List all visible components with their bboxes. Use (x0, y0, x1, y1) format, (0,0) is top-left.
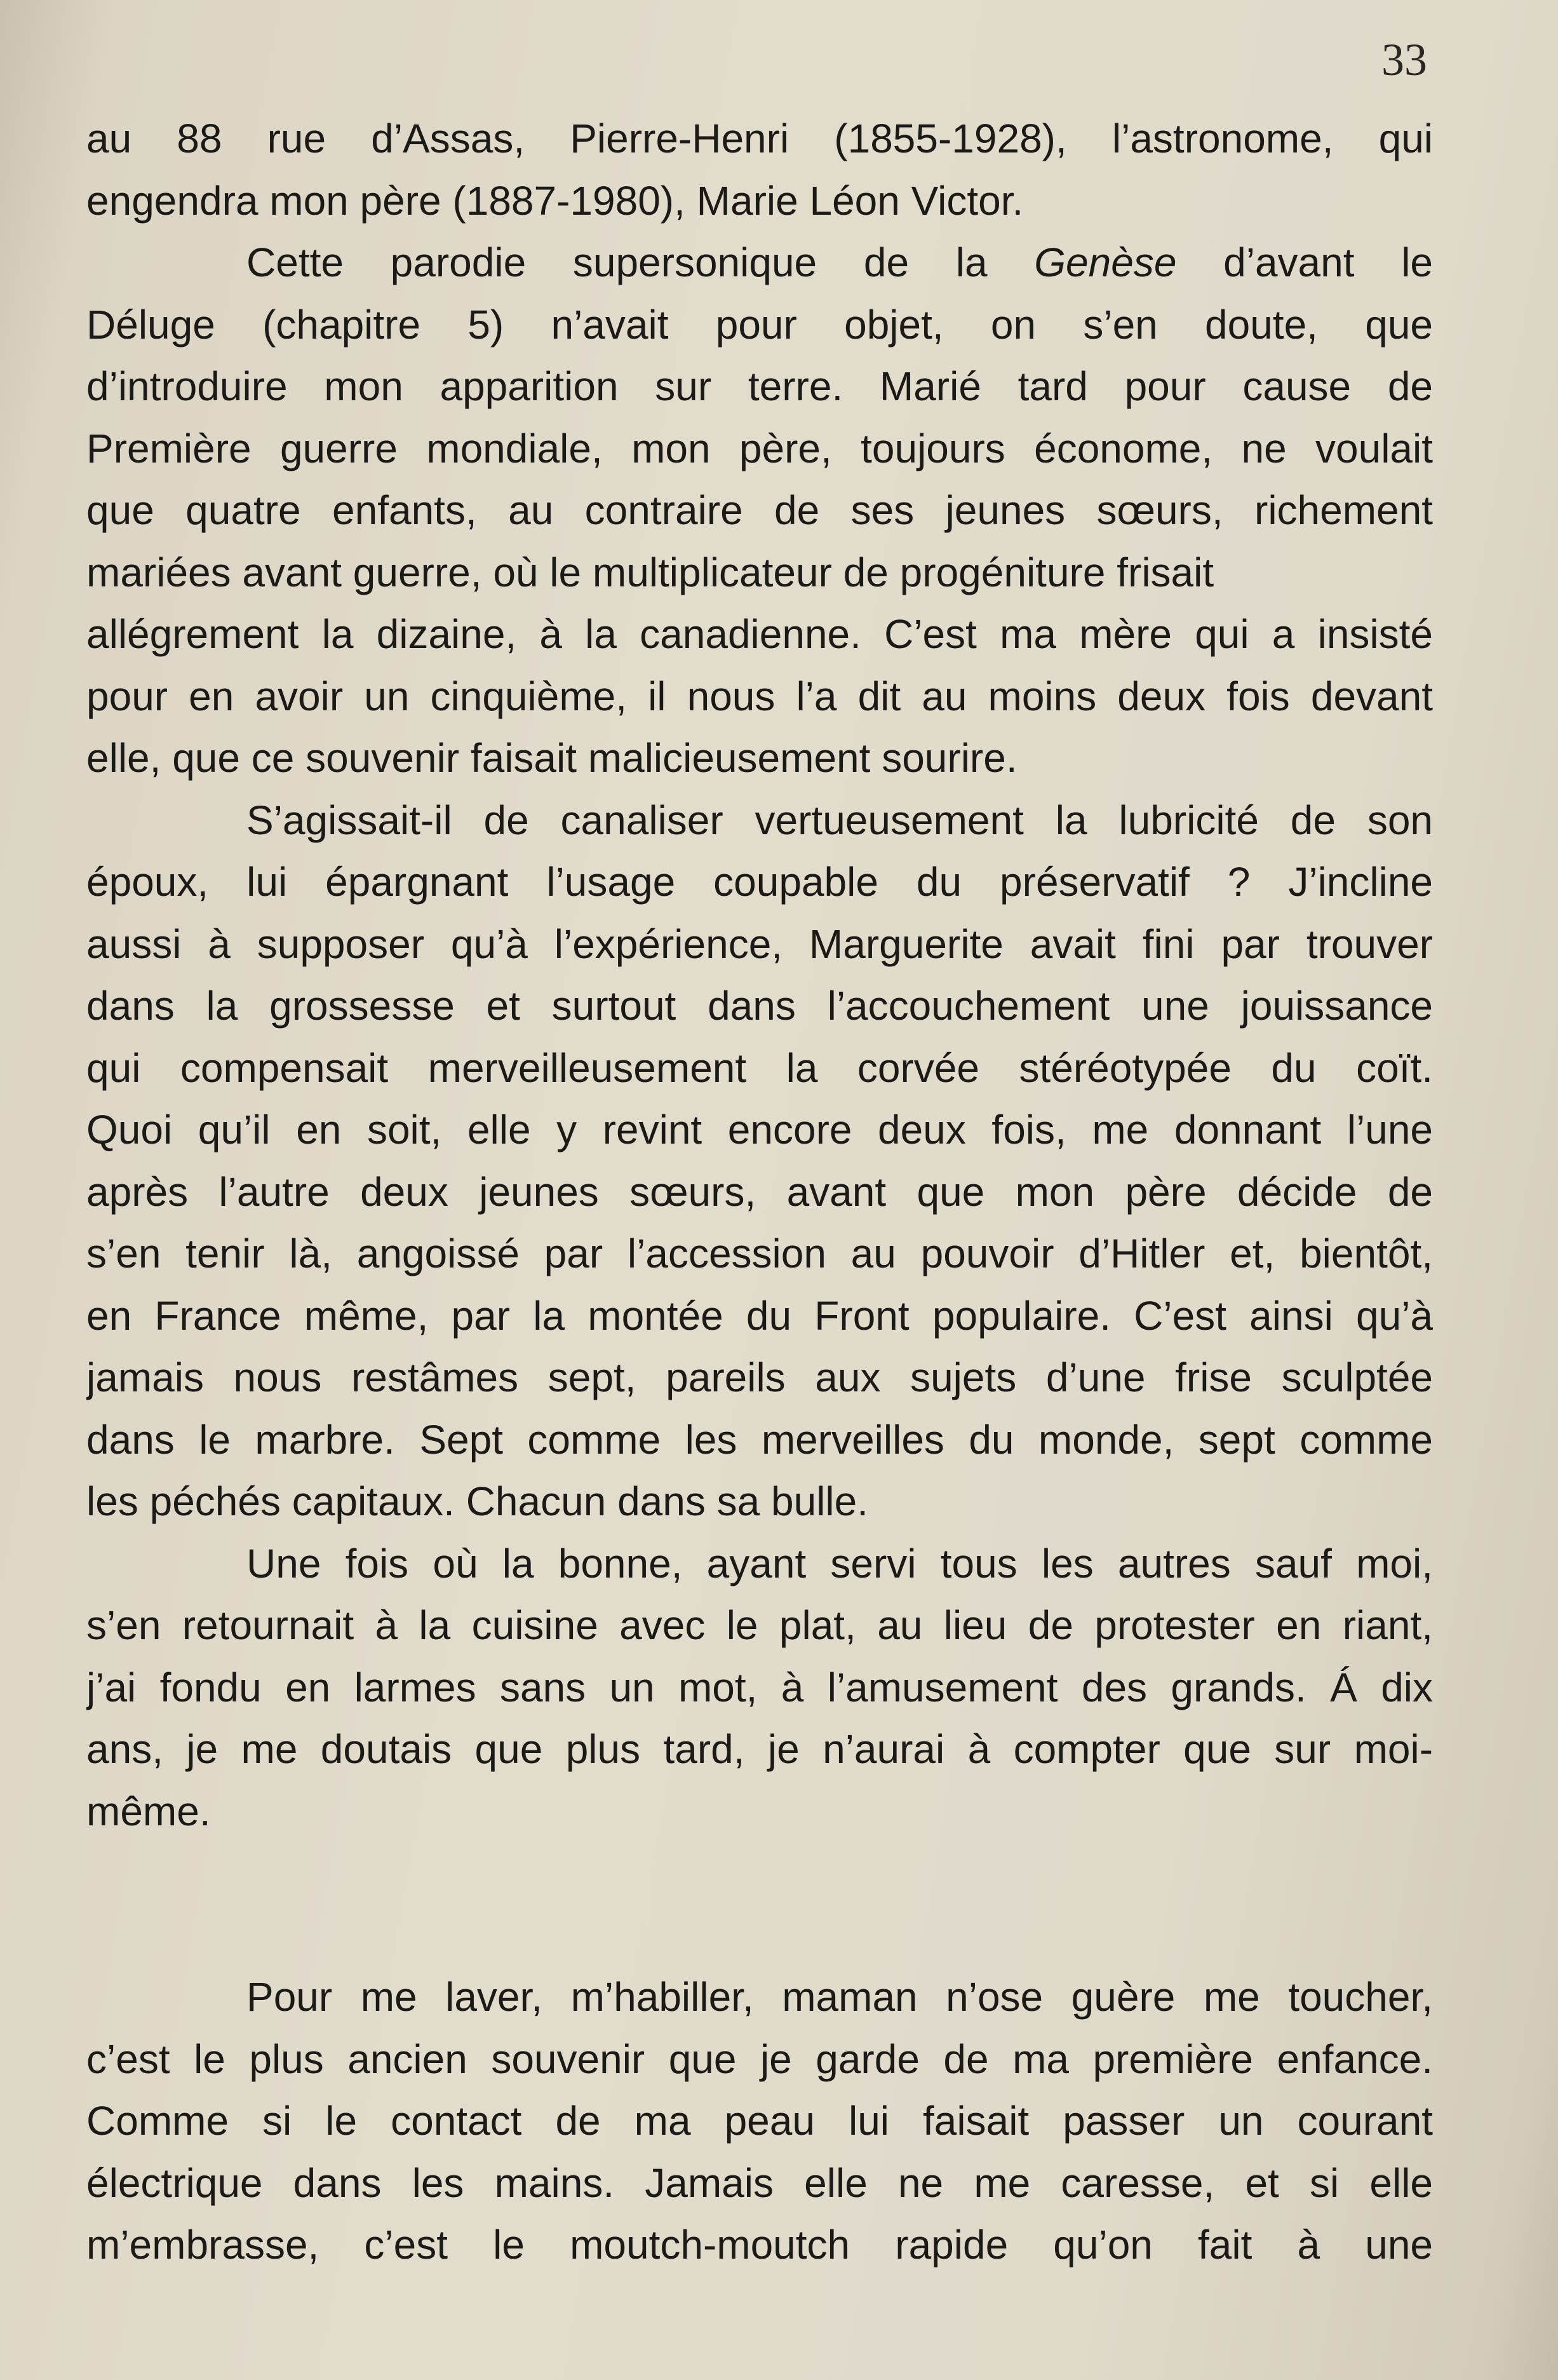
text-line: qui compensait merveilleusement la corvée stéréotypée du coït. (86, 1045, 1433, 1091)
text-line: s’en retournait à la cuisine avec le plat, au lieu de protester en riant, (86, 1602, 1433, 1648)
text-line: elle, que ce souvenir faisait malicieusement sourire. (86, 735, 1017, 781)
page-number: 33 (1381, 34, 1427, 85)
text-line: dans la grossesse et surtout dans l’accouchement une jouissance (86, 983, 1433, 1029)
text-line: Quoi qu’il en soit, elle y revint encore deux fois, me donnant l’une (86, 1107, 1433, 1153)
text-line: que quatre enfants, au contraire de ses jeunes sœurs, richement (86, 487, 1433, 533)
text-line: pour en avoir un cinquième, il nous l’a dit au moins deux fois devant (86, 673, 1433, 719)
text-line: aussi à supposer qu’à l’expérience, Marguerite avait fini par trouver (86, 921, 1433, 967)
text-line: s’en tenir là, angoissé par l’accession au pouvoir d’Hitler et, bientôt, (86, 1231, 1433, 1276)
text-line: allégrement la dizaine, à la canadienne. C’est ma mère qui a insisté (86, 611, 1433, 657)
italic-title: Genèse (1034, 240, 1177, 285)
text-line: d’introduire mon apparition sur terre. Marié tard pour cause de (86, 363, 1433, 409)
text-line: S’agissait-il de canaliser vertueusement la lubricité de son (246, 797, 1433, 843)
text-line: après l’autre deux jeunes sœurs, avant que mon père décide de (86, 1168, 1433, 1215)
text-line: jamais nous restâmes sept, pareils aux sujets d’une frise sculptée (86, 1355, 1433, 1400)
text-line: Comme si le contact de ma peau lui faisait passer un courant (86, 2098, 1433, 2144)
text-line: les péchés capitaux. Chacun dans sa bulle. (86, 1478, 868, 1524)
section-break (86, 1842, 1433, 1966)
text-line: engendra mon père (1887-1980), Marie Léon Victor. (86, 177, 1024, 224)
text-line: électrique dans les mains. Jamais elle ne me caresse, et si elle (86, 2160, 1433, 2206)
text-line: Première guerre mondiale, mon père, toujours économe, ne voulait (86, 425, 1433, 471)
text-line: c’est le plus ancien souvenir que je garde de ma première enfance. (86, 2036, 1433, 2082)
text-line (86, 232, 1433, 294)
body-text (86, 108, 1433, 2276)
text-line: Une fois où la bonne, ayant servi tous les autres sauf moi, (246, 1540, 1433, 1586)
text-line: époux, lui épargnant l’usage coupable du préservatif ? J’incline (86, 859, 1433, 905)
text-line: j’ai fondu en larmes sans un mot, à l’amusement des grands. Á dix (86, 1664, 1433, 1710)
text-line: dans le marbre. Sept comme les merveilles du monde, sept comme (86, 1416, 1433, 1463)
text-line: m’embrasse, c’est le moutch-moutch rapide qu’on fait à une (86, 2222, 1433, 2268)
text-segment: Cette parodie supersonique de la (246, 240, 988, 285)
text-line: ans, je me doutais que plus tard, je n’aurai à compter que sur moi- (86, 1726, 1433, 1772)
text-line: au 88 rue d’Assas, Pierre-Henri (1855-1928), l’astronome, qui (86, 116, 1433, 161)
text-line: Déluge (chapitre 5) n’avait pour objet, on s’en doute, que (86, 301, 1433, 348)
text-segment: d’avant le (1223, 240, 1433, 285)
text-line: mariées avant guerre, où le multiplicateur de progéniture frisait (86, 549, 1214, 595)
text-line: en France même, par la montée du Front populaire. C’est ainsi qu’à (86, 1292, 1433, 1339)
text-line: Pour me laver, m’habiller, maman n’ose guère me toucher, (246, 1974, 1433, 2020)
text-line: même. (86, 1788, 211, 1834)
